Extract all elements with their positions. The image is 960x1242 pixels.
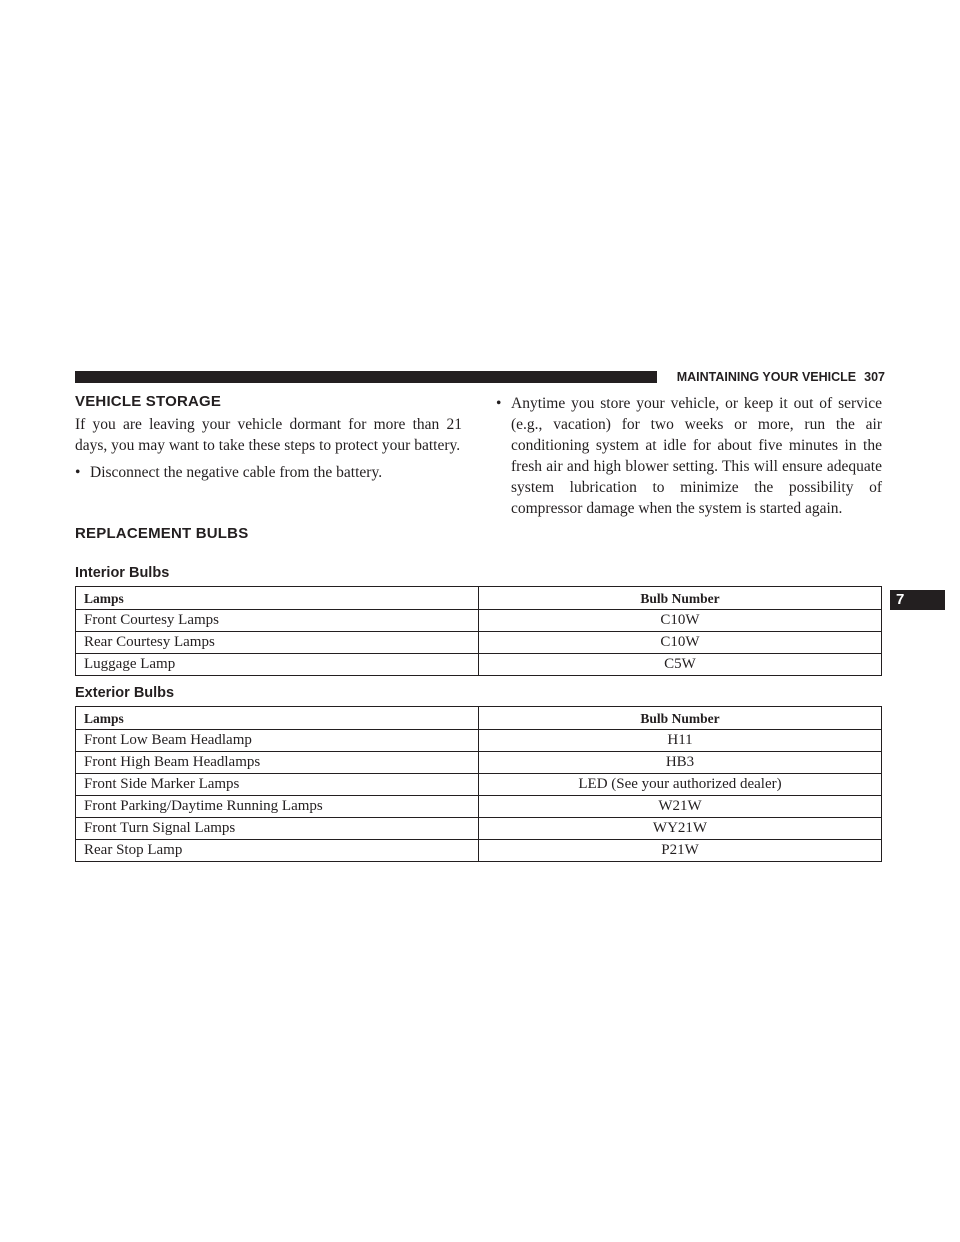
header-rule [75, 371, 657, 383]
bullet-icon: • [496, 395, 502, 412]
table-cell: C5W [479, 654, 882, 676]
table-cell: Front Low Beam Headlamp [76, 730, 479, 752]
bullet-icon: • [75, 464, 81, 481]
table-row [76, 654, 882, 676]
table-cell: Front Parking/Daytime Running Lamps [76, 796, 479, 818]
storage-bullet-1 [75, 462, 462, 483]
running-header [668, 369, 885, 385]
table-row [76, 752, 882, 774]
table-row [76, 796, 882, 818]
table-row [76, 818, 882, 840]
table-cell: HB3 [479, 752, 882, 774]
interior-bulbs-heading: Interior Bulbs [75, 565, 170, 581]
table-row [76, 840, 882, 862]
table-cell: H11 [479, 730, 882, 752]
table-cell: W21W [479, 796, 882, 818]
vehicle-storage-heading: VEHICLE STORAGE [75, 393, 222, 410]
table-cell: P21W [479, 840, 882, 862]
table-cell: Front Turn Signal Lamps [76, 818, 479, 840]
table-cell: C10W [479, 632, 882, 654]
replacement-bulbs-heading: REPLACEMENT BULBS [75, 525, 249, 542]
table-cell: C10W [479, 610, 882, 632]
table-row [76, 774, 882, 796]
bullet-text: Anytime you store your vehicle, or keep it out of service (e.g., vacation) for two weeks or more, run the air conditioning system at idle for about five minutes in the fresh air and high blower setting. This will ensure adequate system lubrication to minimize the possibility of compressor damage when the system is started again. [511, 395, 882, 517]
exterior-bulbs-heading: Exterior Bulbs [75, 685, 175, 701]
chapter-tab: 7 [890, 590, 945, 610]
bullet-text: Disconnect the negative cable from the battery. [90, 464, 383, 481]
table-cell: LED (See your authorized dealer) [479, 774, 882, 796]
table-cell: Front Side Marker Lamps [76, 774, 479, 796]
right-column [496, 393, 882, 519]
column-header: Lamps [76, 707, 479, 730]
section-title: MAINTAINING YOUR VEHICLE [676, 370, 857, 384]
table-row [76, 610, 882, 632]
storage-bullet-2 [496, 393, 882, 519]
page-number: 307 [864, 370, 885, 384]
column-header: Bulb Number [479, 587, 882, 610]
table-cell: Front Courtesy Lamps [76, 610, 479, 632]
table-cell: Luggage Lamp [76, 654, 479, 676]
left-column [75, 414, 462, 483]
interior-bulbs-table [75, 586, 882, 676]
table-cell: WY21W [479, 818, 882, 840]
table-header-row [76, 707, 882, 730]
column-header: Lamps [76, 587, 479, 610]
table-row [76, 730, 882, 752]
table-header-row [76, 587, 882, 610]
table-cell: Front High Beam Headlamps [76, 752, 479, 774]
storage-intro: If you are leaving your vehicle dormant for more than 21 days, you may want to take these steps to protect your battery. [75, 416, 462, 454]
exterior-bulbs-table [75, 706, 882, 862]
column-header: Bulb Number [479, 707, 882, 730]
table-cell: Rear Courtesy Lamps [76, 632, 479, 654]
table-row [76, 632, 882, 654]
table-cell: Rear Stop Lamp [76, 840, 479, 862]
